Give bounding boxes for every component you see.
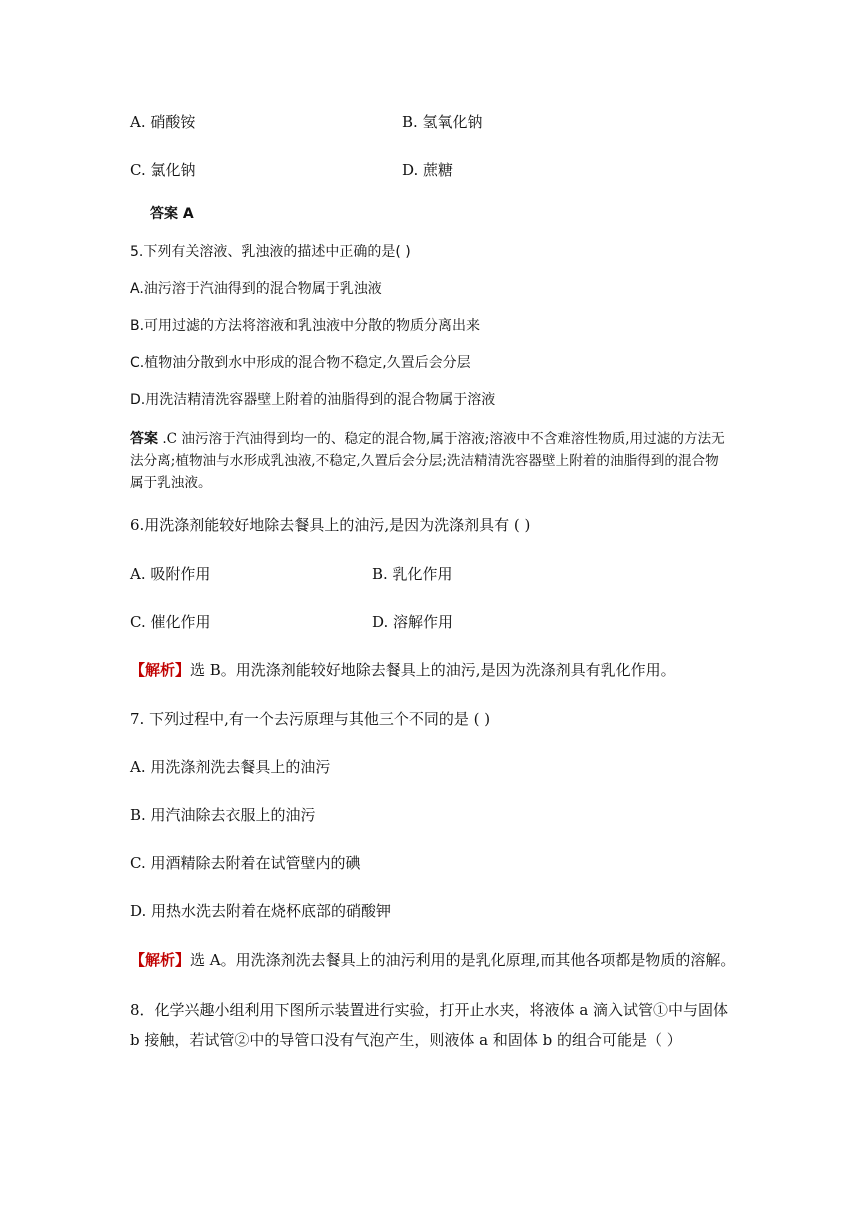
q7-analysis (130, 950, 735, 970)
q6-option-c: C. 催化作用 (130, 613, 211, 631)
q5-answer-label: 答案 (130, 431, 158, 447)
q5-answer-block (130, 428, 730, 494)
q8-stem-line2: b 接触，若试管②中的导管口没有气泡产生，则液体 a 和固体 b 的组合可能是（ ） (130, 1031, 682, 1049)
q7-analysis-text: 选 A。用洗涤剂洗去餐具上的油污利用的是乳化原理,而其他各项都是物质的溶解。 (190, 951, 736, 969)
q4-answer: 答案 A (150, 206, 194, 222)
q4-option-a: A. 硝酸铵 (130, 113, 196, 131)
q7-option-a: A. 用洗涤剂洗去餐具上的油污 (130, 758, 331, 776)
q5-option-b: B.可用过滤的方法将溶液和乳浊液中分散的物质分离出来 (130, 318, 481, 334)
q6-analysis (130, 660, 676, 680)
q6-option-a: A. 吸附作用 (130, 565, 211, 583)
q5-option-d: D.用洗洁精清洗容器壁上附着的油脂得到的混合物属于溶液 (130, 392, 496, 408)
q5-answer-text: .C 油污溶于汽油得到均一的、稳定的混合物,属于溶液;溶液中不含难溶性物质,用过滤的方法无法分离;植物油与水形成乳浊液,不稳定,久置后会分层;洗洁精清洗容器壁上附着的油脂得到的混合物属于乳浊液。 (130, 431, 725, 491)
q7-option-b: B. 用汽油除去衣服上的油污 (130, 806, 316, 824)
q7-option-c: C. 用酒精除去附着在试管壁内的碘 (130, 854, 361, 872)
q6-analysis-text: 选 B。用洗涤剂能较好地除去餐具上的油污,是因为洗涤剂具有乳化作用。 (190, 661, 676, 679)
q7-option-d: D. 用热水洗去附着在烧杯底部的硝酸钾 (130, 902, 392, 920)
q8-stem-line1: 8．化学兴趣小组利用下图所示装置进行实验，打开止水夹，将液体 a 滴入试管①中与固体 (130, 1001, 729, 1019)
q7-analysis-label: 【解析】 (130, 951, 191, 969)
q6-option-b: B. 乳化作用 (372, 565, 453, 583)
q4-option-d: D. 蔗糖 (402, 161, 454, 179)
q6-option-d: D. 溶解作用 (372, 613, 454, 631)
q4-option-b: B. 氢氧化钠 (402, 113, 483, 131)
q6-stem: 6.用洗涤剂能较好地除去餐具上的油污,是因为洗涤剂具有 ( ) (130, 516, 531, 534)
q4-option-c: C. 氯化钠 (130, 161, 196, 179)
q5-option-c: C.植物油分散到水中形成的混合物不稳定,久置后会分层 (130, 355, 471, 371)
q7-stem: 7. 下列过程中,有一个去污原理与其他三个不同的是 ( ) (130, 710, 491, 728)
q5-option-a: A.油污溶于汽油得到的混合物属于乳浊液 (130, 281, 382, 297)
q5-stem: 5.下列有关溶液、乳浊液的描述中正确的是( ) (130, 244, 411, 260)
q6-analysis-label: 【解析】 (130, 661, 191, 679)
